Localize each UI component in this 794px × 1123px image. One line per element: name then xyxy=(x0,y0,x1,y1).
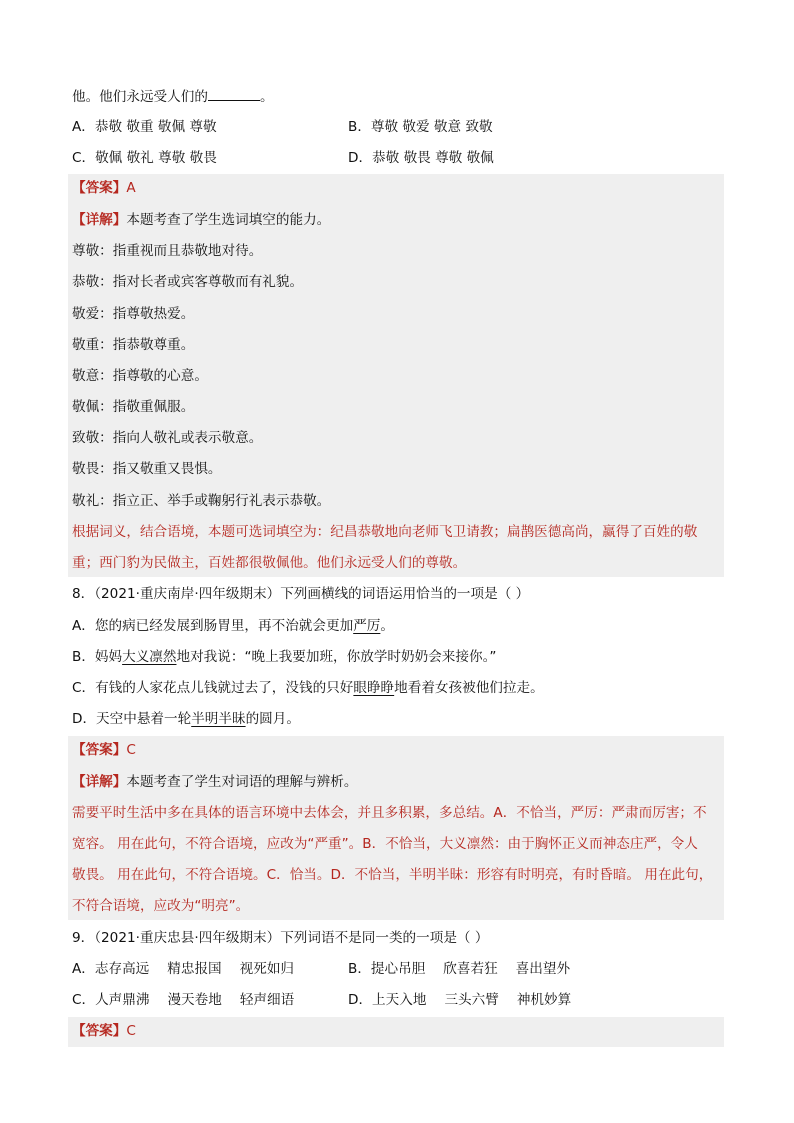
q8-option-a xyxy=(72,616,394,636)
option-word: D．上天入地 xyxy=(348,992,427,1008)
detail-tag: 【详解】 xyxy=(72,212,127,228)
q7-stem-tail xyxy=(72,86,274,107)
option-text: A．您的病已经发展到肠胃里，再不治就会更加 xyxy=(72,618,354,634)
answer-value: C xyxy=(126,742,136,758)
detail-tag: 【详解】 xyxy=(72,774,127,790)
answer-tag: 【答案】 xyxy=(72,180,127,196)
option-text: 地看着女孩被他们拉走。 xyxy=(394,680,544,696)
definition-line: 敬畏：指又敬重又畏惧。 xyxy=(72,461,222,477)
option-word: 三头六臂 xyxy=(444,992,499,1008)
conclusion-line: 根据词义，结合语境，本题可选词填空为：纪昌恭敬地向老师飞卫请教；扁鹊医德高尚，赢得了百姓的敬 xyxy=(72,524,698,540)
q8-option-c xyxy=(72,678,544,698)
q8-answer-block xyxy=(68,736,724,920)
q9-stem: 9．（2021·重庆忠县·四年级期末）下列词语不是同一类的一项是（ ） xyxy=(72,930,489,946)
answer-tag: 【答案】 xyxy=(72,742,127,758)
q9-option-c xyxy=(72,990,294,1010)
option-word: 视死如归 xyxy=(239,961,295,977)
option-text: 地对我说：“晚上我要加班，你放学时奶奶会来接你。” xyxy=(176,649,497,665)
q8-option-b xyxy=(72,647,496,667)
q8-detail xyxy=(72,772,357,792)
definition-line: 敬佩：指敬重佩服。 xyxy=(72,399,195,415)
underlined-word: 眼睁睁 xyxy=(353,680,395,696)
q9-option-a xyxy=(72,959,294,979)
q7-answer xyxy=(72,178,136,198)
definition-line: 敬意：指尊敬的心意。 xyxy=(72,368,208,384)
answer-value: A xyxy=(126,180,136,196)
definition-line: 恭敬：指对长者或宾客尊敬而有礼貌。 xyxy=(72,274,304,290)
answer-value: C xyxy=(126,1023,136,1039)
option-word: B．提心吊胆 xyxy=(348,961,426,977)
option-text: 的圆月。 xyxy=(245,711,300,727)
option-word: C．人声鼎沸 xyxy=(72,992,150,1008)
q7-option-a: A．恭敬 敬重 敬佩 尊敬 xyxy=(72,119,217,135)
option-text: 。 xyxy=(380,618,394,634)
q8-stem: 8．（2021·重庆南岸·四年级期末）下列画横线的词语运用恰当的一项是（ ） xyxy=(72,586,530,602)
option-word: 欣喜若狂 xyxy=(443,961,498,977)
q7-option-c: C．敬佩 敬礼 尊敬 敬畏 xyxy=(72,150,217,166)
option-word: 精忠报国 xyxy=(167,961,222,977)
q9-option-d xyxy=(348,990,571,1010)
analysis-line: 不符合语境，应改为“明亮”。 xyxy=(72,898,250,914)
q8-answer xyxy=(72,740,136,760)
q7-stem-text: 他。他们永远受人们的 xyxy=(72,89,208,105)
q7-fill-blank xyxy=(208,86,260,101)
detail-intro: 本题考查了学生对词语的理解与辨析。 xyxy=(126,774,358,790)
option-text: B．妈妈 xyxy=(72,649,123,665)
analysis-line: 敬畏。 用在此句，不符合语境。C．恰当。D．不恰当，半明半昧：形容有时明亮，有时昏暗。 用在此句， xyxy=(72,867,713,883)
answer-tag: 【答案】 xyxy=(72,1023,127,1039)
option-word: 神机妙算 xyxy=(516,992,572,1008)
definition-line: 致敬：指向人敬礼或表示敬意。 xyxy=(72,430,263,446)
q7-stem-end: 。 xyxy=(259,89,274,105)
q9-option-b xyxy=(348,959,570,979)
q9-answer xyxy=(72,1021,136,1041)
analysis-line: 宽容。 用在此句，不符合语境，应改为“严重”。B．不恰当，大义凛然：由于胸怀正义而神态庄严，令人 xyxy=(72,836,698,852)
underlined-word: 大义凛然 xyxy=(122,649,177,665)
q7-option-b: B．尊敬 敬爱 敬意 致敬 xyxy=(348,119,493,135)
definition-line: 敬爱：指尊敬热爱。 xyxy=(72,306,195,322)
option-word: 轻声细语 xyxy=(239,992,295,1008)
analysis-line: 需要平时生活中多在具体的语言环境中去体会，并且多积累，多总结。A．不恰当，严厉：严肃而厉害；不 xyxy=(72,805,707,821)
underlined-word: 半明半昧 xyxy=(191,711,246,727)
q8-option-d xyxy=(72,709,300,729)
underlined-word: 严厉 xyxy=(353,618,381,634)
definition-line: 尊敬：指重视而且恭敬地对待。 xyxy=(72,243,263,259)
q7-option-d: D．恭敬 敬畏 尊敬 敬佩 xyxy=(348,150,494,166)
definition-line: 敬重：指恭敬尊重。 xyxy=(72,337,195,353)
option-word: 喜出望外 xyxy=(515,961,571,977)
conclusion-line: 重；西门豹为民做主，百姓都很敬佩他。他们永远受人们的尊敬。 xyxy=(72,555,467,571)
detail-intro: 本题考查了学生选词填空的能力。 xyxy=(126,212,331,228)
option-text: D．天空中悬着一轮 xyxy=(72,711,192,727)
option-text: C．有钱的人家花点儿钱就过去了，没钱的只好 xyxy=(72,680,354,696)
option-word: A．志存高远 xyxy=(72,961,150,977)
q9-answer-block xyxy=(68,1017,724,1047)
q7-detail xyxy=(72,210,330,230)
definition-line: 敬礼：指立正、举手或鞠躬行礼表示恭敬。 xyxy=(72,493,331,509)
option-word: 漫天卷地 xyxy=(167,992,222,1008)
